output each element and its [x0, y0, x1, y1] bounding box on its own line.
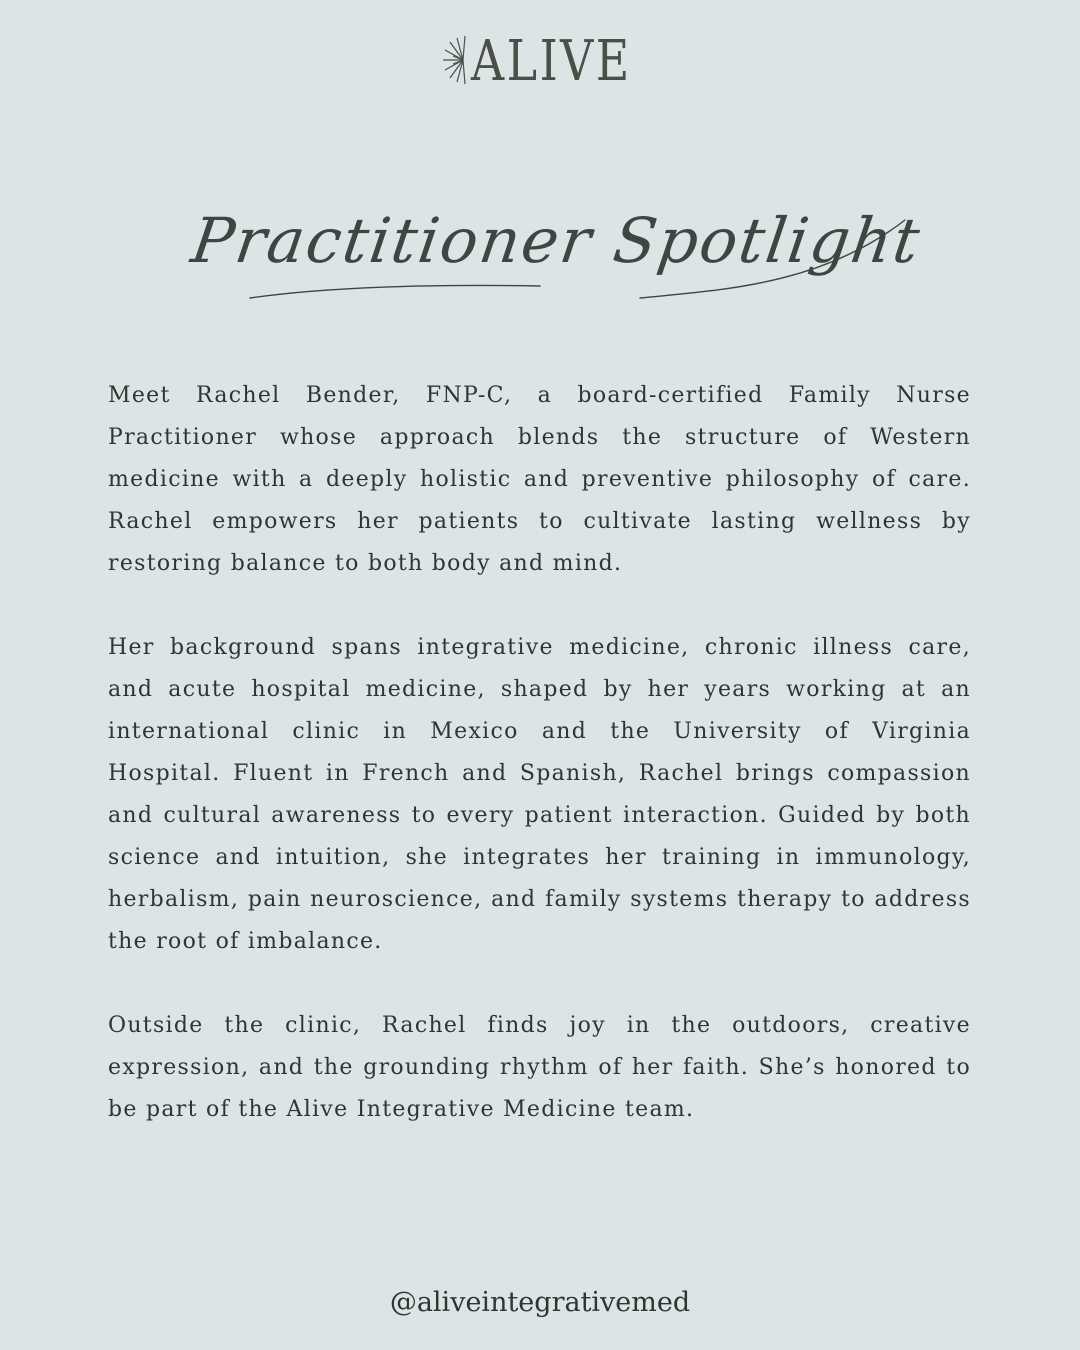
- page-title: [0, 180, 1080, 320]
- script-title-text: Practitioner Spotlight: [187, 204, 926, 277]
- brand-wordmark: ALIVE: [470, 29, 632, 94]
- bio-text: [108, 375, 971, 1173]
- social-handle: @aliveintegrativemed: [389, 1287, 691, 1318]
- bio-paragraph-2: Her background spans integrative medicine, chronic illness care, and acute hospital medicine, shaped by her years working at an international clinic in Mexico and the University of Virginia Hospital. Fluent in French and Spanish, Rachel brings compassion and cultural awareness to every patient interaction. Guided by both science and intuition, she integrates her training in immunology, herbalism, pain neuroscience, and family systems therapy to address the root of imbalance.: [108, 635, 971, 954]
- brand-logo: [0, 30, 1080, 94]
- script-title-svg: [0, 180, 1080, 320]
- bio-paragraph-3: Outside the clinic, Rachel finds joy in the outdoors, creative expression, and the grounding rhythm of her faith. She’s honored to be part of the Alive Integrative Medicine team.: [108, 1013, 971, 1122]
- bio-paragraph-1: Meet Rachel Bender, FNP-C, a board-certified Family Nurse Practitioner whose approach blends the structure of Western medicine with a deeply holistic and preventive philosophy of care. Rachel empowers her patients to cultivate lasting wellness by restoring balance to both body and mind.: [108, 383, 971, 576]
